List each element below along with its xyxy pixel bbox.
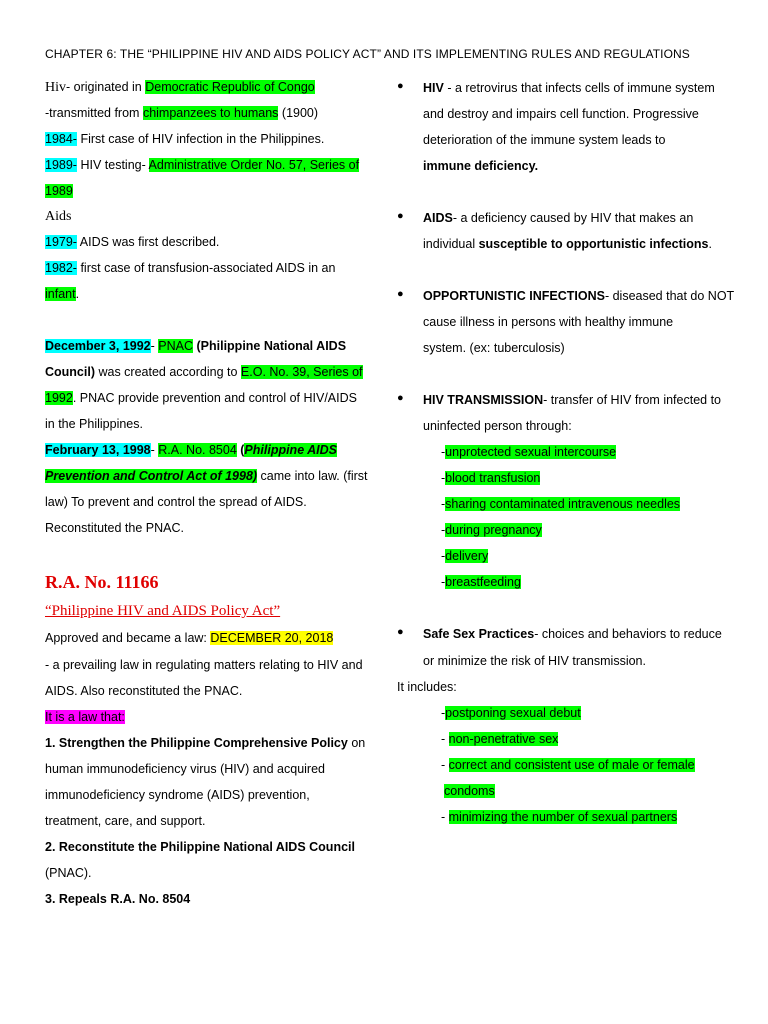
line-philippines: in the Philippines. bbox=[45, 417, 143, 431]
hiv-heading: Hiv bbox=[45, 80, 66, 95]
transmission-def-cont: uninfected person through: bbox=[423, 419, 572, 433]
aids-definition: AIDS- a deficiency caused by HIV that makes an bbox=[423, 211, 694, 225]
line-council: Council) was created according to E.O. No. 39, Series of bbox=[45, 365, 363, 379]
line-1989-cont: 1989 bbox=[45, 184, 73, 198]
safe-sex-item-cont: condoms bbox=[444, 784, 495, 798]
hiv-def-cont-b: deterioration of the immune system leads to bbox=[423, 133, 666, 147]
bullet-icon: ● bbox=[397, 288, 404, 300]
line-1989: 1989- HIV testing- Administrative Order No. 57, Series of bbox=[45, 158, 360, 172]
transmission-item: -blood transfusion bbox=[441, 471, 541, 485]
ra-heading: R.A. No. 11166 bbox=[45, 572, 159, 592]
hiv-definition: HIV - a retrovirus that infects cells of immune system bbox=[423, 81, 715, 95]
transmission-item: -unprotected sexual intercourse bbox=[441, 445, 617, 459]
aids-heading: Aids bbox=[45, 209, 72, 224]
line-transmission: -transmitted from chimpanzees to humans (1900) bbox=[45, 106, 319, 120]
safe-sex-def-cont: or minimize the risk of HIV transmission. bbox=[423, 654, 646, 668]
safe-sex-item: - correct and consistent use of male or female bbox=[441, 758, 695, 772]
item-1-cont-a: human immunodeficiency virus (HIV) and acquired bbox=[45, 762, 325, 776]
line-law-that: It is a law that: bbox=[45, 710, 125, 724]
transmission-item: -sharing contaminated intravenous needles bbox=[441, 497, 681, 511]
oi-def-cont-a: cause illness in persons with healthy immune bbox=[423, 315, 674, 329]
line-pnac: December 3, 1992- PNAC (Philippine National AIDS bbox=[45, 339, 347, 353]
bullet-icon: ● bbox=[397, 626, 404, 638]
transmission-item: -breastfeeding bbox=[441, 575, 521, 589]
item-3: 3. Repeals R.A. No. 8504 bbox=[45, 892, 191, 906]
line-approved: Approved and became a law: DECEMBER 20, 2018 bbox=[45, 631, 334, 645]
line-first-law: law) To prevent and control the spread of AIDS. bbox=[45, 495, 307, 509]
line-1998: February 13, 1998- R.A. No. 8504 (Philippine AIDS bbox=[45, 443, 338, 457]
line-1984: 1984- First case of HIV infection in the Philippines. bbox=[45, 132, 325, 146]
line-prevailing: - a prevailing law in regulating matters relating to HIV and bbox=[45, 658, 363, 672]
oi-definition: OPPORTUNISTIC INFECTIONS- diseased that do NOT bbox=[423, 289, 735, 303]
item-2-cont: (PNAC). bbox=[45, 866, 92, 880]
bullet-icon: ● bbox=[397, 80, 404, 92]
line-hiv-origin: Hiv- originated in Democratic Republic of Congo bbox=[45, 80, 315, 95]
line-infant: infant. bbox=[45, 287, 80, 301]
line-1992: 1992. PNAC provide prevention and control of HIV/AIDS bbox=[45, 391, 357, 405]
item-1-cont-c: treatment, care, and support. bbox=[45, 814, 206, 828]
line-also: AIDS. Also reconstituted the PNAC. bbox=[45, 684, 243, 698]
aids-def-cont: individual susceptible to opportunistic infections. bbox=[423, 237, 712, 251]
safe-sex-item: -postponing sexual debut bbox=[441, 706, 581, 720]
bullet-icon: ● bbox=[397, 392, 404, 404]
document-title: CHAPTER 6: THE “PHILIPPINE HIV AND AIDS POLICY ACT” AND ITS IMPLEMENTING RULES AND REGULATIONS bbox=[45, 47, 690, 61]
transmission-definition: HIV TRANSMISSION- transfer of HIV from infected to bbox=[423, 393, 722, 407]
line-1982: 1982- first case of transfusion-associated AIDS in an bbox=[45, 261, 336, 275]
safe-sex-item: - non-penetrative sex bbox=[441, 732, 559, 746]
item-1: 1. Strengthen the Philippine Comprehensive Policy on bbox=[45, 736, 366, 750]
transmission-item: -during pregnancy bbox=[441, 523, 542, 537]
oi-def-cont-b: system. (ex: tuberculosis) bbox=[423, 341, 565, 355]
line-reconstituted: Reconstituted the PNAC. bbox=[45, 521, 184, 535]
line-act-1998: Prevention and Control Act of 1998) came into law. (first bbox=[45, 469, 368, 483]
safe-sex-item: - minimizing the number of sexual partners bbox=[441, 810, 678, 824]
safe-sex-definition: Safe Sex Practices- choices and behaviors to reduce bbox=[423, 627, 722, 641]
hiv-def-cont-c: immune deficiency. bbox=[423, 159, 539, 173]
ra-subheading: “Philippine HIV and AIDS Policy Act” bbox=[45, 603, 281, 619]
bullet-icon: ● bbox=[397, 210, 404, 222]
line-1979: 1979- AIDS was first described. bbox=[45, 235, 220, 249]
it-includes: It includes: bbox=[397, 680, 457, 694]
hiv-def-cont-a: and destroy and impairs cell function. Progressive bbox=[423, 107, 699, 121]
transmission-item: -delivery bbox=[441, 549, 489, 563]
item-2: 2. Reconstitute the Philippine National AIDS Council bbox=[45, 840, 355, 854]
item-1-cont-b: immunodeficiency syndrome (AIDS) prevention, bbox=[45, 788, 310, 802]
